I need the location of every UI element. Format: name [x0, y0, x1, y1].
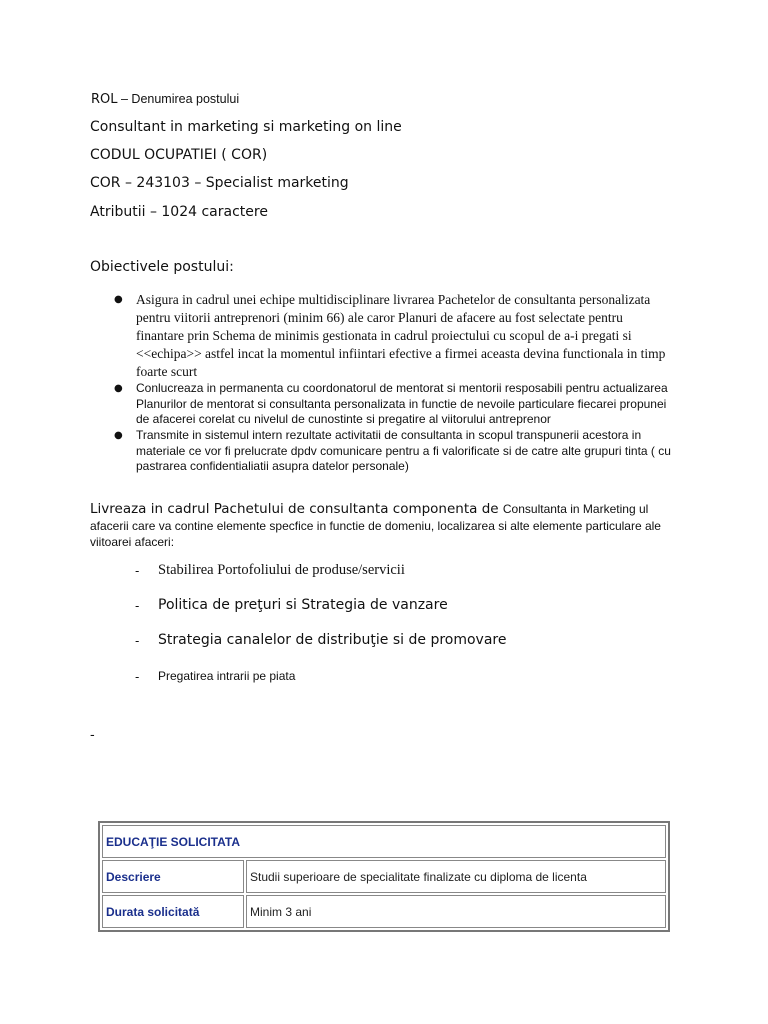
position-title: Consultant in marketing si marketing on line — [90, 119, 402, 135]
cor-label: CODUL OCUPATIEI ( COR) — [90, 147, 268, 163]
delivery-item-3: Strategia canalelor de distribuţie si de promovare — [158, 632, 507, 648]
education-title: EDUCAŢIE SOLICITATA — [102, 825, 666, 858]
attributes-line: Atributii – 1024 caractere — [90, 204, 268, 220]
bullet-dot: ● — [114, 430, 123, 441]
dash-marker: - — [135, 564, 140, 578]
delivery-lead-tail: Consultanta in Marketing ul afacerii care va contine elemente specfice in functie de domeniu, localizarea si alte elemente particulare ale viitoarei afaceri: — [90, 502, 661, 549]
cor-code: COR – 243103 – Specialist marketing — [90, 175, 349, 191]
objective-item-3: Transmite in sistemul intern rezultate activitatii de consultanta in scopul transpunerii acestora in materiale ce vor fi prelucrate dpdv comunicare pentru a fi valorificate si de catre alte grupuri tinta ( cu pastrarea confidentialiatii asupra datelor personale) — [136, 428, 671, 473]
rol-rest: – Denumirea postului — [117, 92, 240, 106]
table-row — [102, 895, 666, 928]
dash-marker: - — [135, 634, 140, 648]
role-label — [91, 92, 239, 107]
dash-marker: - — [135, 670, 140, 684]
row-value-duration: Minim 3 ani — [246, 895, 666, 928]
education-table — [98, 821, 670, 932]
row-label-duration: Durata solicitată — [102, 895, 244, 928]
row-value-description: Studii superioare de specialitate finalizate cu diploma de licenta — [246, 860, 666, 893]
stray-dash: - — [90, 728, 95, 743]
bullet-dot: ● — [114, 383, 123, 394]
dash-marker: - — [135, 599, 140, 613]
delivery-item-1: Stabilirea Portofoliului de produse/servicii — [158, 562, 405, 578]
objectives-heading: Obiectivele postului: — [90, 259, 234, 275]
table-row — [102, 860, 666, 893]
delivery-item-2: Politica de preţuri si Strategia de vanzare — [158, 597, 448, 613]
delivery-lead: Livreaza in cadrul Pachetului de consultanta componenta de — [90, 501, 503, 517]
objective-item-2: Conlucreaza in permanenta cu coordonatorul de mentorat si mentorii resposabili pentru actualizarea Planurilor de mentorat si consultanta personalizata in functie de nevoile particulare fiecarei propunei de afacerei corelat cu nivelul de cunostinte si pregatire al viitorului antreprenor — [136, 381, 668, 426]
table-row — [102, 825, 666, 858]
row-label-description: Descriere — [102, 860, 244, 893]
delivery-paragraph — [90, 501, 670, 551]
rol-prefix: ROL — [91, 92, 118, 107]
objective-item-1: Asigura in cadrul unei echipe multidisciplinare livrarea Pachetelor de consultanta personalizata pentru viitorii antreprenori (minim 66) ale caror Planuri de afacere au fost selectate pentru finantare prin Schema de minimis gestionata in cadrul proiectului cu scopul de a-i pregati si <<echipa>> astfel incat la momentul infiintari efective a firmei aceasta devina functionala in timp foarte scurt — [136, 292, 666, 379]
delivery-item-4: Pregatirea intrarii pe piata — [158, 669, 296, 683]
bullet-dot: ● — [114, 294, 123, 305]
